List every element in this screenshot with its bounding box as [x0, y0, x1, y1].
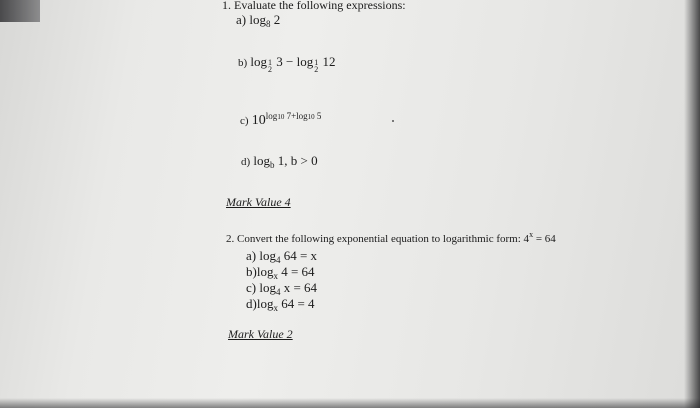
q1b-minus: −: [286, 54, 294, 69]
q1b-base1-num: 1: [268, 58, 273, 67]
question-1d: [241, 153, 318, 170]
page-bottom-shadow: [0, 398, 700, 408]
q1b-base1-den: 2: [268, 65, 273, 74]
question-1-mark-value: Mark Value 4: [226, 195, 291, 209]
q1b-base2-den: 2: [314, 65, 319, 74]
q2-heading-text: 2. Convert the following exponential equation to logarithmic form: 4: [226, 233, 530, 245]
question-1b: [238, 54, 336, 73]
q1c-plus: +: [291, 111, 297, 121]
question-1-heading: 1. Evaluate the following expressions:: [222, 0, 406, 12]
q1b-base1-fraction: [268, 59, 272, 73]
question-2-heading: [226, 230, 556, 245]
q1d-log: log: [253, 153, 271, 168]
q2d-prefix: d)log: [246, 296, 274, 311]
q1c-base1: 10: [277, 113, 285, 121]
q2-heading-exponent: x: [529, 230, 534, 239]
stray-mark: [392, 120, 394, 122]
question-1a: [236, 12, 280, 29]
q1b-arg1: 3: [276, 54, 283, 69]
q2b-base: x: [273, 271, 278, 281]
q1c-exponent: [266, 111, 322, 121]
q2a-prefix: a) log: [246, 248, 276, 263]
q1a-label: a): [236, 12, 247, 27]
q2c-prefix: c) log: [246, 280, 276, 295]
q1b-base2-fraction: [314, 59, 318, 73]
q1c-arg1: 7: [286, 111, 292, 121]
q1a-arg: 2: [273, 12, 281, 27]
q1c-log2: log: [296, 111, 308, 121]
question-1c: [240, 111, 321, 129]
q1d-label: d): [241, 156, 251, 168]
q1d-rest: 1, b > 0: [277, 153, 318, 168]
question-2-mark-value: Mark Value 2: [228, 327, 293, 341]
q2-heading-tail: = 64: [533, 233, 556, 245]
q1c-ten: 10: [251, 113, 266, 128]
question-2-option-b: [246, 264, 315, 281]
q1b-arg2: 12: [322, 54, 336, 69]
q2b-rest: 4 = 64: [277, 264, 315, 279]
q1b-label: b): [238, 57, 248, 69]
q2b-prefix: b)log: [246, 264, 274, 279]
q1c-log1: log: [265, 111, 278, 121]
q2a-base: 4: [275, 255, 281, 265]
q1c-arg2: 5: [316, 111, 322, 121]
q2d-base: x: [273, 303, 278, 313]
q1a-log: log: [249, 12, 266, 27]
q1a-base: 8: [265, 19, 271, 29]
question-2-option-a: [246, 248, 317, 265]
q1b-log2: log: [296, 54, 314, 69]
q1b-base2-num: 1: [314, 58, 319, 67]
q1c-base2: 10: [307, 113, 315, 121]
q1b-log1: log: [250, 54, 268, 69]
q2a-rest: 64 = x: [280, 248, 318, 263]
q2c-rest: x = 64: [280, 280, 318, 295]
q1d-base: b: [270, 160, 275, 170]
page-edge-shadow: [0, 0, 40, 22]
q1c-label: c): [240, 115, 249, 127]
question-2-option-c: [246, 280, 317, 297]
q2d-rest: 64 = 4: [277, 296, 315, 311]
question-2-option-d: [246, 296, 315, 313]
q2c-base: 4: [275, 287, 281, 297]
page-right-shadow: [684, 0, 700, 408]
